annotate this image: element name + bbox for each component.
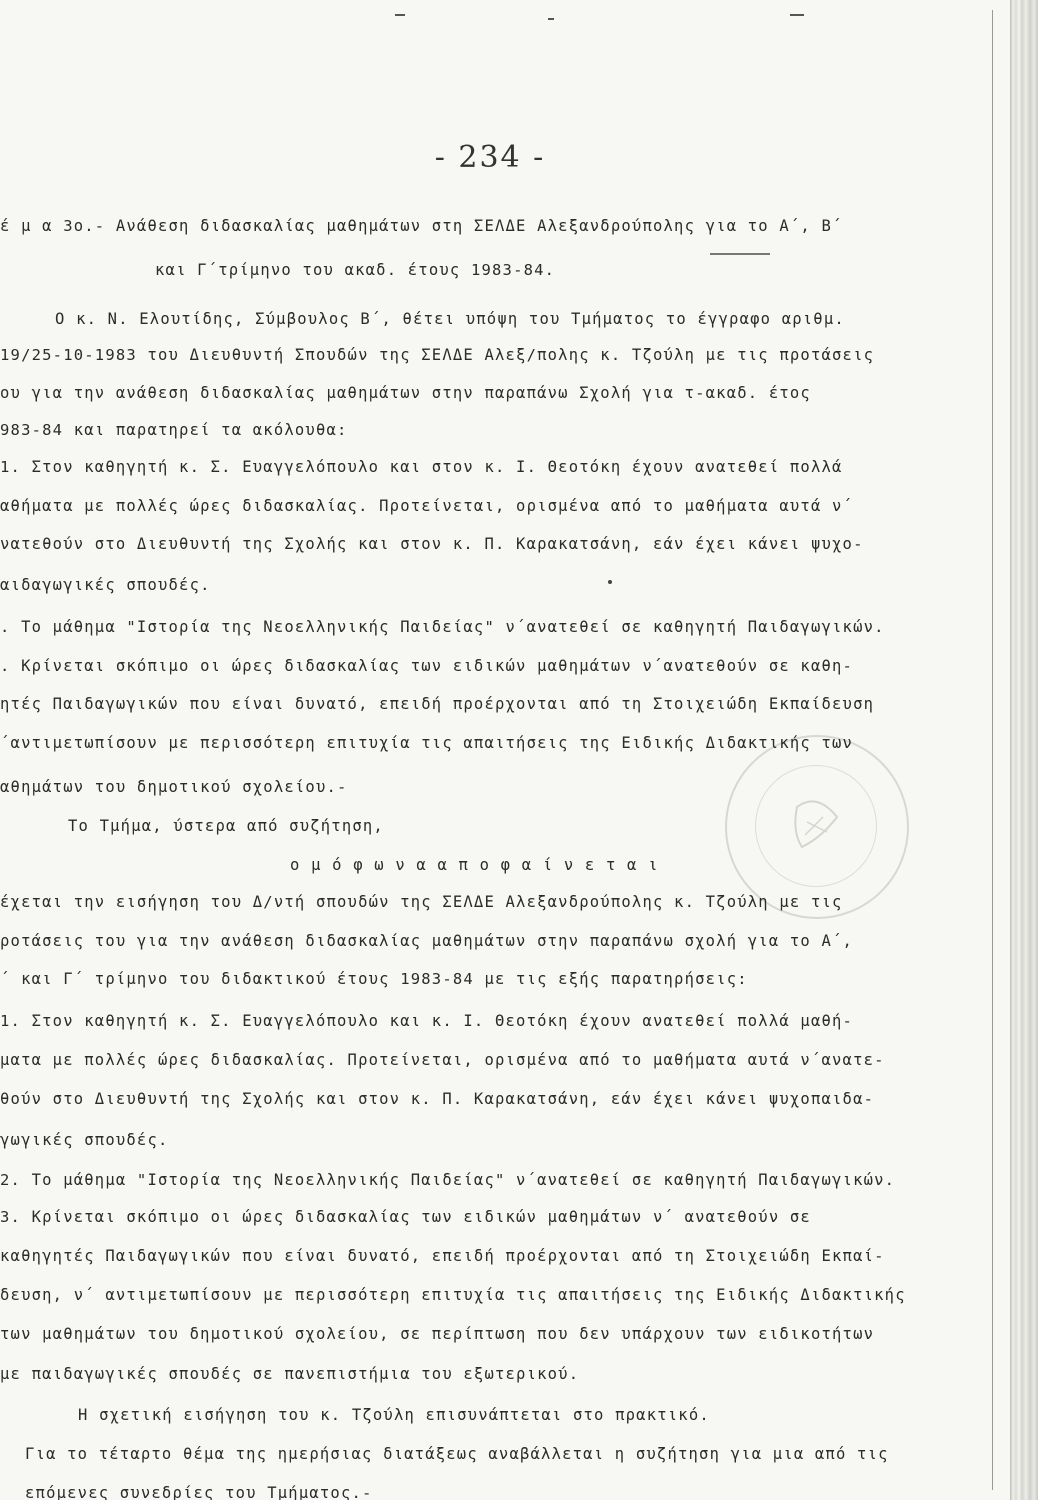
text-line: Το Τμήμα, ύστερα από συζήτηση, xyxy=(68,817,384,835)
text-line: και Γ΄τρίμηνο του ακαδ. έτους 1983-84. xyxy=(155,261,556,279)
text-line: νατεθούν στο Διευθυντή της Σχολής και στον κ. Π. Καρακατσάνη, εάν έχει κάνει ψυχο- xyxy=(0,535,864,553)
text-line: ητές Παιδαγωγικών που είναι δυνατό, επειδή προέρχονται από τη Στοιχειώδη Εκπαίδευση xyxy=(0,695,875,713)
text-line: καθηγητές Παιδαγωγικών που είναι δυνατό, επειδή προέρχονται από τη Στοιχειώδη Εκπαί- xyxy=(0,1247,885,1265)
scan-artifact xyxy=(790,14,804,16)
text-line: 19/25-10-1983 του Διευθυντή Σπουδών της ΣΕΛΔΕ Αλεξ/πολης κ. Τζούλη με τις προτάσεις xyxy=(0,346,875,364)
scan-artifact xyxy=(608,580,612,584)
text-line: έχεται την εισήγηση του Δ/ντή σπουδών της ΣΕΛΔΕ Αλεξανδρούπολης κ. Τζούλη με τις xyxy=(0,893,843,911)
text-line: . Το μάθημα "Ιστορία της Νεοελληνικής Παιδείας" ν΄ανατεθεί σε καθηγητή Παιδαγωγικών. xyxy=(0,618,885,636)
text-line: αθήματα με πολλές ώρες διδασκαλίας. Προτείνεται, ορισμένα από το μαθήματα αυτά ν΄ xyxy=(0,497,854,515)
scan-artifact xyxy=(548,18,554,20)
text-line: ου για την ανάθεση διδασκαλίας μαθημάτων στην παραπάνω Σχολή για τ-ακαδ. έτος xyxy=(0,384,811,402)
text-line: 2. Το μάθημα "Ιστορία της Νεοελληνικής Παιδείας" ν΄ανατεθεί σε καθηγητή Παιδαγωγικών. xyxy=(0,1171,896,1189)
text-line: έ μ α 3ο.- Ανάθεση διδασκαλίας μαθημάτων στη ΣΕΛΔΕ Αλεξανδρούπολης για το Α΄, Β΄ xyxy=(0,217,843,235)
page-number: - 234 - xyxy=(434,140,546,175)
text-line: γωγικές σπουδές. xyxy=(0,1131,169,1149)
handwritten-mark xyxy=(710,253,770,255)
text-line: 1. Στον καθηγητή κ. Σ. Ευαγγελόπουλο και κ. Ι. Θεοτόκη έχουν ανατεθεί πολλά μαθή- xyxy=(0,1012,854,1030)
text-line: ματα με πολλές ώρες διδασκαλίας. Προτείνεται, ορισμένα από το μαθήματα αυτά ν΄ανατε- xyxy=(0,1051,885,1069)
text-line: θούν στο Διευθυντή της Σχολής και στον κ. Π. Καρακατσάνη, εάν έχει κάνει ψυχοπαιδα- xyxy=(0,1090,875,1108)
text-line: ροτάσεις του για την ανάθεση διδασκαλίας μαθημάτων στην παραπάνω σχολή για το Α΄, xyxy=(0,932,854,950)
margin-rule xyxy=(992,10,993,1490)
text-line: 983-84 και παρατηρεί τα ακόλουθα: xyxy=(0,421,348,439)
text-line: ΄αντιμετωπίσουν με περισσότερη επιτυχία τις απαιτήσεις της Ειδικής Διδακτικής των xyxy=(0,734,854,752)
text-line: 1. Στον καθηγητή κ. Σ. Ευαγγελόπουλο και στον κ. Ι. Θεοτόκη έχουν ανατεθεί πολλά xyxy=(0,458,843,476)
text-line: αιδαγωγικές σπουδές. xyxy=(0,576,211,594)
text-line: επόμενες συνεδρίες του Τμήματος.- xyxy=(25,1484,373,1500)
text-line: Η σχετική εισήγηση του κ. Τζούλη επισυνάπτεται στο πρακτικό. xyxy=(78,1406,710,1424)
text-line: Ο κ. Ν. Ελουτίδης, Σύμβουλος Β΄, θέτει υπόψη του Τμήματος το έγγραφο αριθμ. xyxy=(55,310,845,328)
decision-heading: ο μ ό φ ω ν α α π ο φ α ί ν ε τ α ι xyxy=(290,856,659,874)
text-line: των μαθημάτων του δημοτικού σχολείου, σε περίπτωση που δεν υπάρχουν των ειδικοτήτων xyxy=(0,1325,875,1343)
text-line: Για το τέταρτο θέμα της ημερήσιας διατάξεως αναβάλλεται η συζήτηση για μια από τις xyxy=(25,1445,889,1463)
text-line: με παιδαγωγικές σπουδές σε πανεπιστήμια του εξωτερικού. xyxy=(0,1365,580,1383)
scan-artifact xyxy=(395,14,405,16)
text-line: 3. Κρίνεται σκόπιμο οι ώρες διδασκαλίας των ειδικών μαθημάτων ν΄ ανατεθούν σε xyxy=(0,1208,811,1226)
text-line: δευση, ν΄ αντιμετωπίσουν με περισσότερη επιτυχία τις απαιτήσεις της Ειδικής Διδακτικής xyxy=(0,1286,906,1304)
text-line: αθημάτων του δημοτικού σχολείου.- xyxy=(0,778,348,796)
text-line: ΄ και Γ΄ τρίμηνο του διδακτικού έτους 1983-84 με τις εξής παρατηρήσεις: xyxy=(0,970,748,988)
book-binding-edge xyxy=(1010,0,1038,1500)
text-line: . Κρίνεται σκόπιμο οι ώρες διδασκαλίας των ειδικών μαθημάτων ν΄ανατεθούν σε καθη- xyxy=(0,657,854,675)
